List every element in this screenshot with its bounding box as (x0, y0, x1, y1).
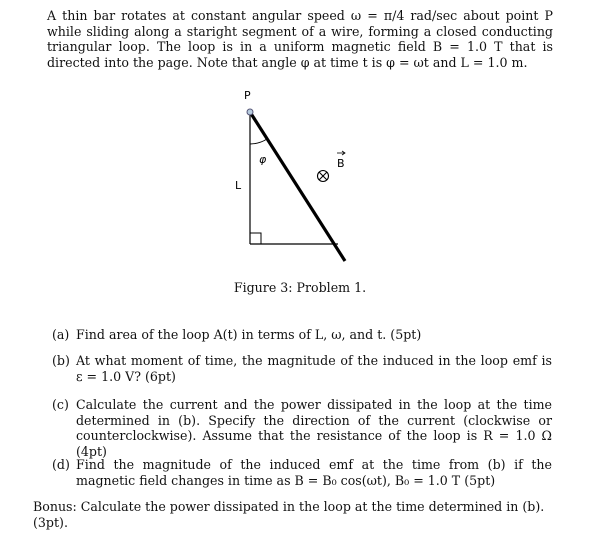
right-angle-marker (250, 233, 261, 244)
figure-caption: Figure 3: Problem 1. (233, 280, 367, 295)
question-text: Find area of the loop A(t) in terms of L, ω, and t. (5pt) (76, 327, 422, 342)
label-p: P (244, 89, 251, 102)
question-text: Calculate the current and the power dissipated in the loop at the time determined in (b). Specify the direction of the current (clockwise or counterclockwise). Assume that the resistance of the loop is R = 1.0 Ω (4pt) (76, 397, 552, 459)
question-text: Find the magnitude of the induced emf at the time from (b) if the magnetic field changes in time as B = B₀ cos(ωt), B₀ = 1.0 T (5pt) (76, 457, 552, 488)
question-label: (d) (52, 457, 70, 472)
question-c (52, 397, 552, 459)
question-label: (b) (52, 353, 70, 368)
label-l: L (235, 179, 242, 192)
label-phi: φ (259, 153, 267, 166)
pivot-point (247, 109, 253, 115)
question-text: At what moment of time, the magnitude of the induced in the loop emf is ε = 1.0 V? (6pt) (76, 353, 552, 384)
problem-statement: A thin bar rotates at constant angular speed ω = π/4 rad/sec about point P while sliding along a staright segment of a wire, forming a closed conducting triangular loop. The loop is in a uniform magnetic field B = 1.0 T that is directed into the page. Note that angle φ at time t is φ = ωt and L = 1.0 m. (47, 8, 553, 70)
bonus-question: Bonus: Calculate the power dissipated in the loop at the time determined in (b). (3pt). (33, 499, 545, 530)
question-label: (a) (52, 327, 70, 342)
label-b: B (337, 157, 345, 170)
rotating-bar (250, 112, 345, 261)
question-b (52, 353, 552, 384)
angle-arc (250, 139, 267, 144)
question-d (52, 457, 552, 488)
question-a (52, 327, 552, 343)
triangular-loop-diagram (215, 86, 355, 272)
figure-3 (215, 86, 355, 272)
question-label: (c) (52, 397, 69, 412)
